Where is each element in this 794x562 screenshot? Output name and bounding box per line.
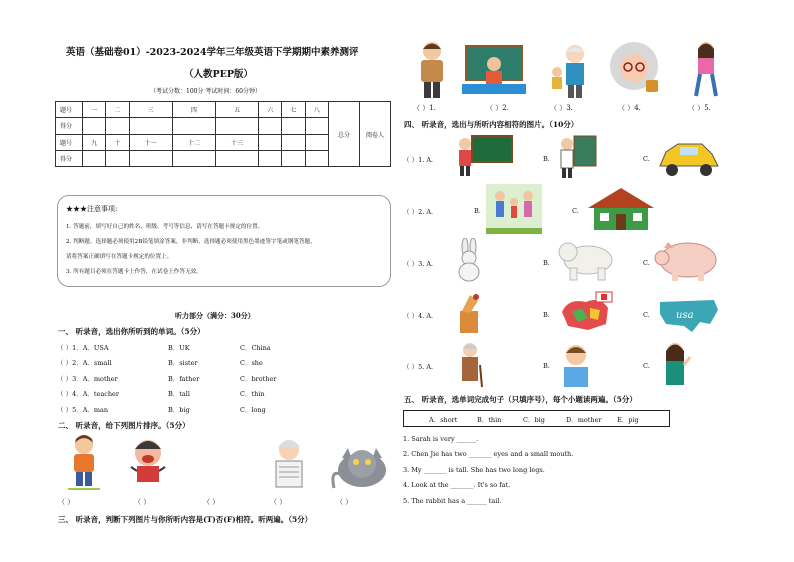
- option-c: C.: [643, 311, 650, 319]
- score-cell: 十: [106, 134, 129, 150]
- score-cell: 题号: [56, 134, 83, 150]
- score-cell: 一: [83, 102, 106, 118]
- boy-picture: [64, 433, 104, 491]
- word-option: E．pig: [617, 416, 639, 424]
- notice-item: 2. 判断题、选择题必须使用2B铅笔填涂答案，非判断、选择题必须使用黑色墨迹签字笔或钢笔答题，: [66, 239, 316, 245]
- score-cell: 四: [172, 102, 215, 118]
- house-picture: [586, 186, 656, 232]
- toy-picture: [456, 291, 482, 335]
- woman-teacher-picture: [658, 341, 692, 389]
- option-b: B．tall: [168, 390, 190, 398]
- q-label: （ ）3. A.: [403, 260, 434, 268]
- order-blank: （ ）: [270, 498, 287, 506]
- fill-sentence: 3. My _______ is tall. She has two long legs.: [403, 466, 545, 474]
- word-option: D．mother: [566, 416, 602, 424]
- taxi-picture: [656, 136, 722, 180]
- option-c: C．she: [240, 359, 263, 367]
- q-paren: （ ）2．A．small: [57, 359, 112, 367]
- option-c: C.: [643, 155, 650, 163]
- fill-sentence: 2. Chen Jie has two _______ eyes and a small mouth.: [403, 450, 574, 458]
- section3-heading: 三、 听录音，判断下列图片与你所听内容是(T)否(F)相符。听两遍。（5分）: [58, 515, 313, 524]
- girl-picture: [690, 40, 722, 98]
- score-table: [55, 101, 391, 167]
- notice-box: [57, 195, 391, 287]
- option-c: C．long: [240, 406, 266, 414]
- usa-map-picture: [658, 296, 720, 334]
- score-cell: 十二: [172, 134, 215, 150]
- fill-sentence: 4. Look at the _______. It's so fat.: [403, 481, 511, 489]
- option-b: B．sister: [168, 359, 198, 367]
- pig-picture: [654, 236, 720, 282]
- q-label: （ ）1. A.: [403, 156, 434, 164]
- option-b: B．UK: [168, 344, 190, 352]
- score-cell: 题号: [56, 102, 83, 118]
- score-cell: 三: [129, 102, 172, 118]
- grandma-cane-picture: [456, 341, 484, 389]
- fill-sentence: 1. Sarah is very ______.: [403, 435, 479, 443]
- score-cell: 十一: [129, 134, 172, 150]
- judge-blank: （ ）3.: [550, 104, 573, 112]
- option-b: B.: [474, 207, 481, 215]
- order-blank: （ ）: [336, 498, 353, 506]
- section4-heading: 四、 听录音，选出与所听内容相符的图片。（10分）: [404, 120, 579, 129]
- judge-blank: （ ）1.: [413, 104, 436, 112]
- judge-blank: （ ）5.: [688, 104, 711, 112]
- option-b: B.: [543, 259, 550, 267]
- q-paren: （ ）1．A．USA: [57, 344, 109, 352]
- title-line-1: 英语（基础卷01）-2023-2024学年三年级英语下学期期中素养测评: [66, 47, 359, 58]
- score-cell: 七: [282, 102, 305, 118]
- option-c: C．thin: [240, 390, 265, 398]
- score-cell: 九: [83, 134, 106, 150]
- title-line-2: （人教PEP版）: [184, 69, 254, 80]
- option-c: C.: [643, 259, 650, 267]
- notice-item: 请将答案正确填写在答题卡规定的位置上。: [66, 254, 173, 260]
- word-option: C．big: [523, 416, 545, 424]
- teacher-blackboard-picture: [456, 134, 514, 178]
- option-b: B．father: [168, 375, 200, 383]
- word-option: A．short: [429, 416, 458, 424]
- notice-heading: ★★★注意事项:: [66, 205, 118, 213]
- score-cell: 十三: [215, 134, 258, 150]
- option-c: C.: [572, 207, 579, 215]
- score-cell: 八: [305, 102, 328, 118]
- option-b: B．big: [168, 406, 190, 414]
- fill-sentence: 5. The rabbit has a ______ tail.: [403, 497, 502, 505]
- section5-heading: 五、 听录音，选单词完成句子（只填序号），每个小题读两遍。（5分）: [404, 395, 637, 404]
- total-label: 总分: [329, 102, 360, 167]
- grandpa-newspaper-picture: [268, 437, 310, 491]
- word-option: B．thin: [477, 416, 502, 424]
- score-cell: 得分: [56, 118, 83, 134]
- canada-map-picture: [558, 290, 614, 334]
- angry-person-picture: [125, 437, 171, 489]
- order-blank: （ ）: [134, 498, 151, 506]
- q-label: （ ）4. A.: [403, 312, 434, 320]
- judge-blank: （ ）4.: [618, 104, 641, 112]
- q-label: （ ）5. A.: [403, 363, 434, 371]
- q-label: （ ）2. A.: [403, 208, 434, 216]
- notice-item: 1. 答题前，填写好自己的姓名、班级、考号等信息，请写在答题卡规定的位置。: [66, 224, 264, 230]
- option-b: B.: [543, 362, 550, 370]
- score-cell: 五: [215, 102, 258, 118]
- listening-heading: 听力部分（满分：30分）: [175, 311, 255, 320]
- score-cell: 得分: [56, 150, 83, 166]
- option-c: C．China: [240, 344, 271, 352]
- teacher-board-picture: [460, 44, 528, 98]
- rabbit-picture: [456, 238, 482, 282]
- grandpa-child-picture: [548, 42, 592, 100]
- man-picture: [415, 40, 449, 100]
- option-b: B.: [543, 155, 550, 163]
- section2-heading: 二、 听录音，给下列图片排序。（5分）: [58, 421, 190, 430]
- grandma-picture: [608, 40, 660, 98]
- exam-info: （考试分数：100分 考试时间：60分钟）: [150, 88, 261, 95]
- family-picture: [486, 184, 542, 234]
- order-blank: （ ）: [58, 498, 75, 506]
- polar-bear-picture: [556, 236, 616, 282]
- usa-map-label: usa: [676, 310, 694, 321]
- reviewer-label: 阅卷人: [360, 102, 391, 167]
- order-blank: （ ）: [203, 498, 220, 506]
- cat-picture: [330, 440, 390, 492]
- judge-blank: （ ）2.: [486, 104, 509, 112]
- word-bank: [403, 410, 670, 427]
- young-man-picture: [560, 341, 592, 389]
- man-board-picture: [556, 134, 598, 180]
- score-cell: 六: [259, 102, 282, 118]
- option-c: C．brother: [240, 375, 277, 383]
- option-c: C.: [643, 362, 650, 370]
- q-paren: （ ）4．A．teacher: [57, 390, 120, 398]
- q-paren: （ ）5．A．man: [57, 406, 109, 414]
- score-cell: 二: [106, 102, 129, 118]
- section1-heading: 一、 听录音，选出你所听到的单词。（5分）: [58, 327, 205, 336]
- option-b: B.: [543, 311, 550, 319]
- q-paren: （ ）3．A．mother: [57, 375, 118, 383]
- notice-item: 3. 所有题目必须在答题卡上作答，在试卷上作答无效。: [66, 269, 202, 275]
